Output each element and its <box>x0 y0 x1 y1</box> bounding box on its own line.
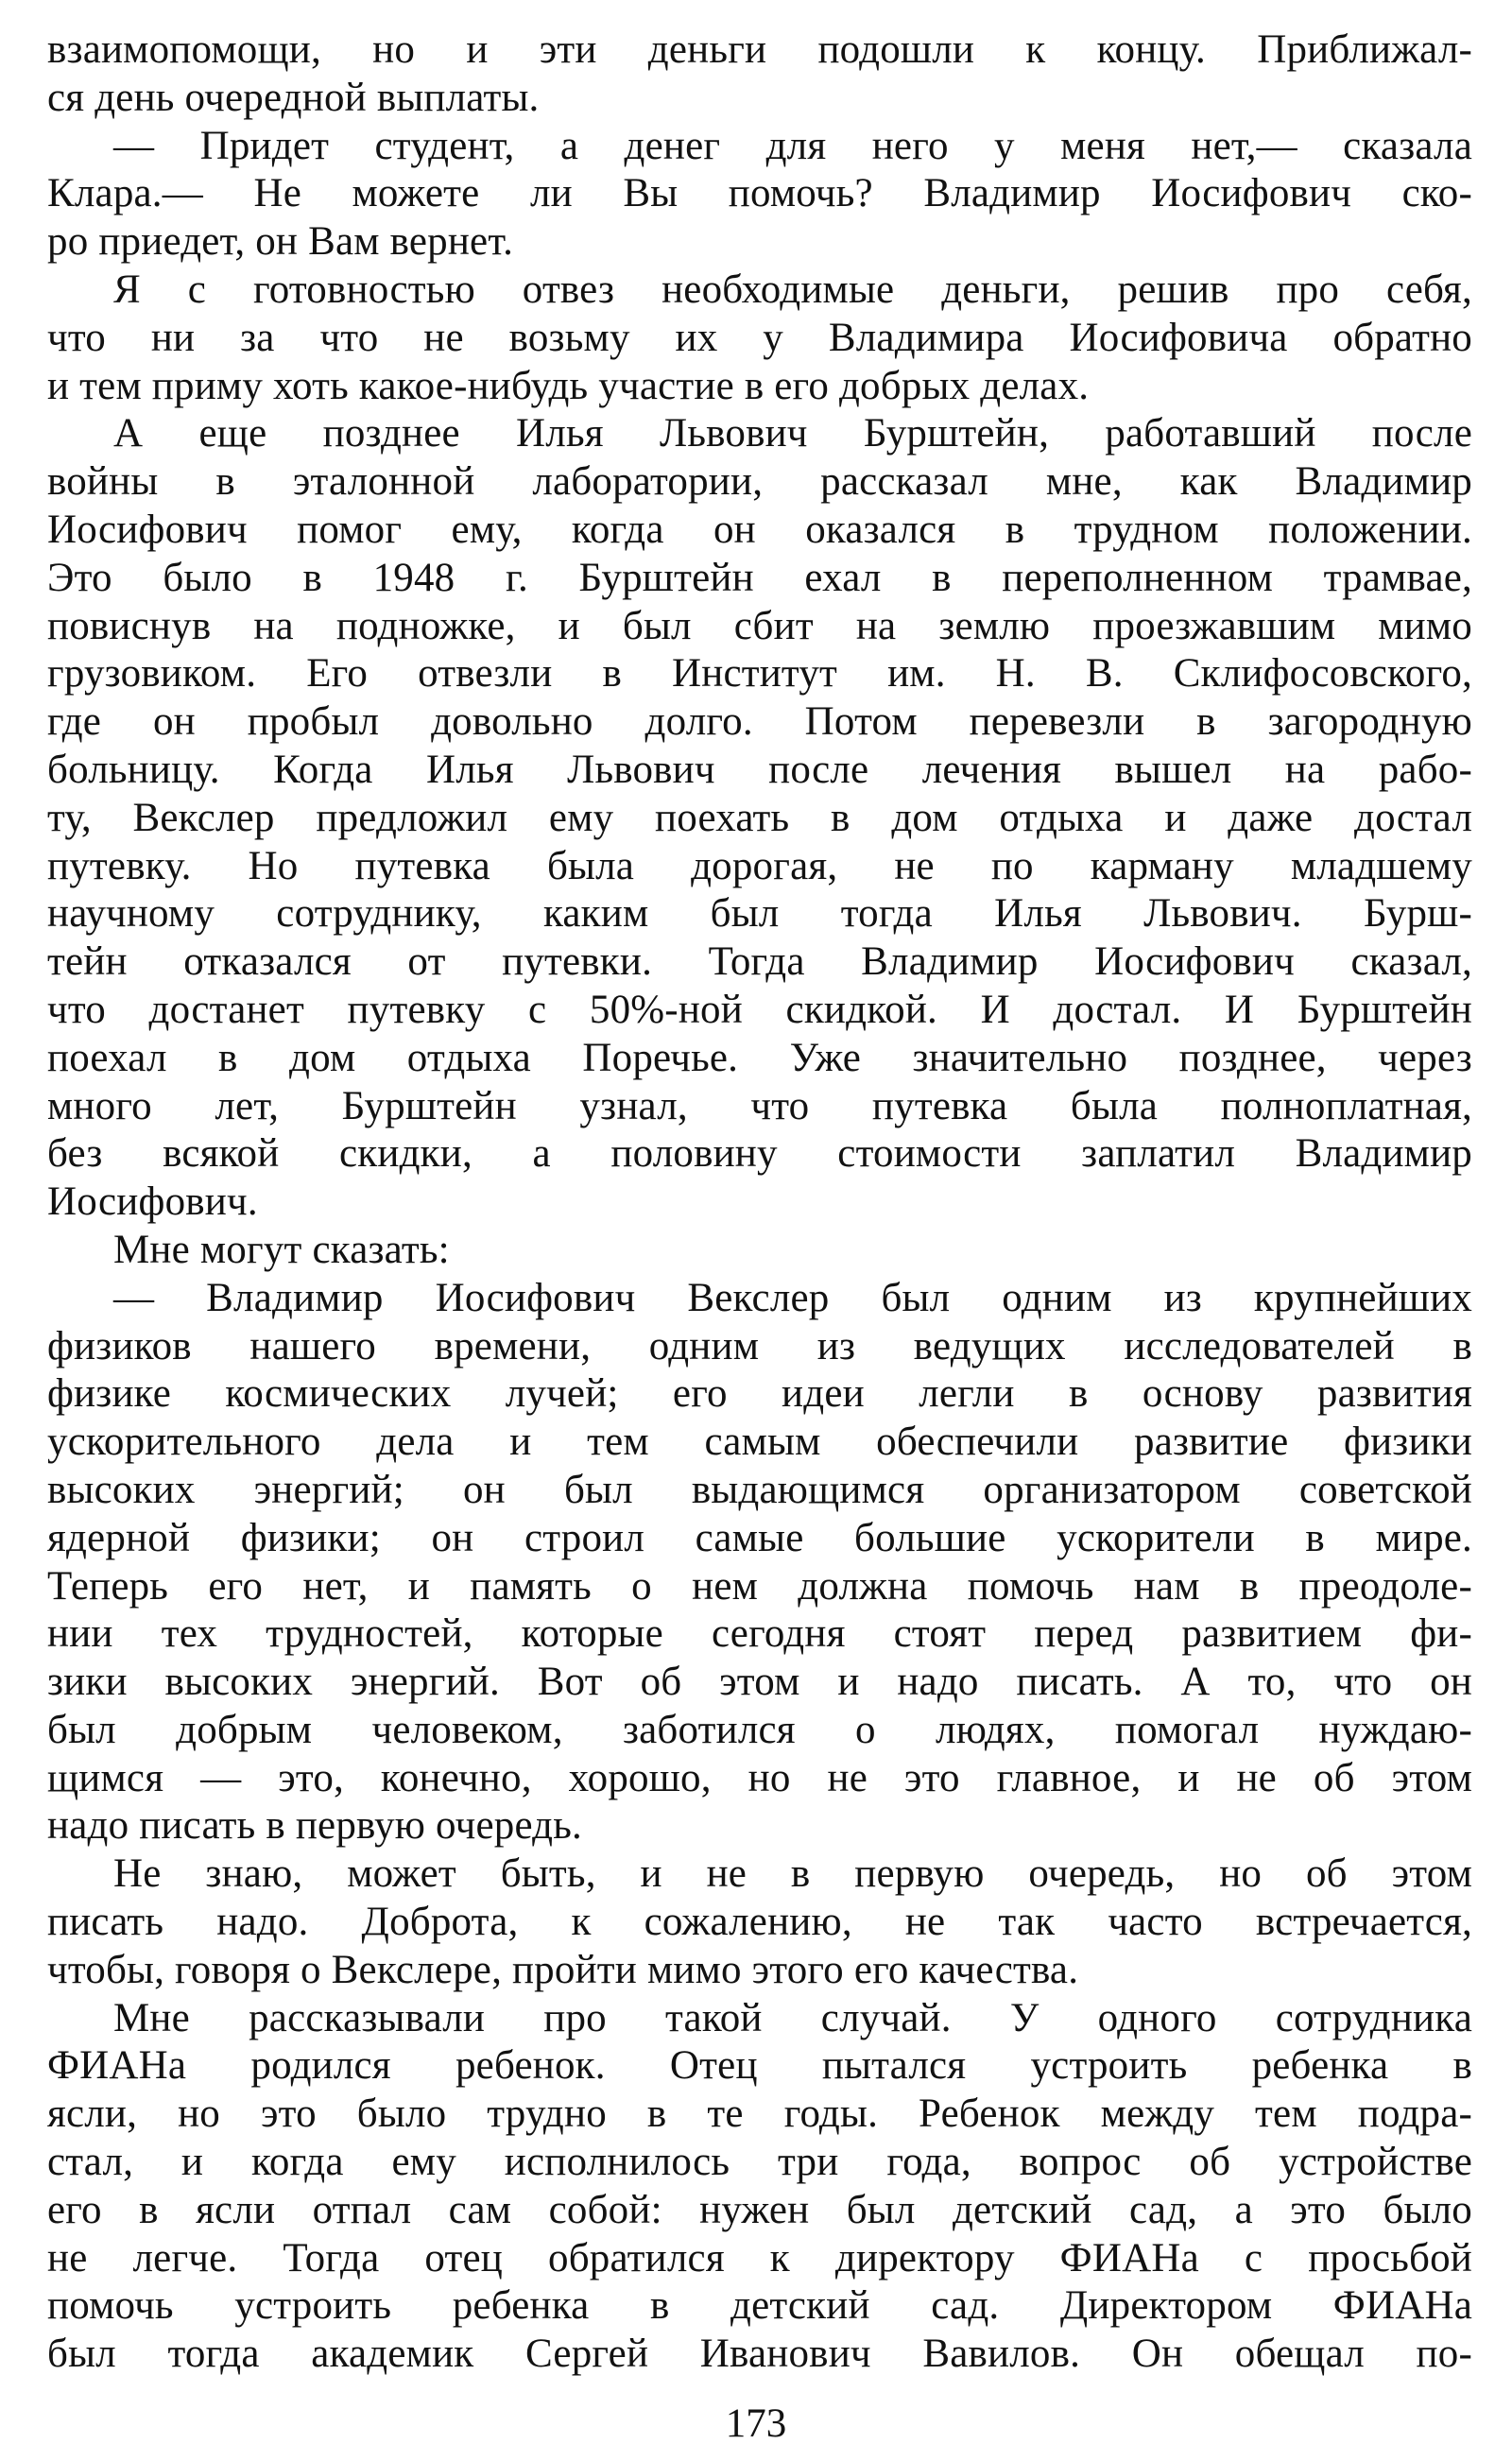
text-line: без всякой скидки, а половину стоимости заплатил Владимир <box>47 1131 1472 1177</box>
page-number: 173 <box>725 2401 787 2446</box>
text-line: ускорительного дела и тем самым обеспечили развитие физики <box>47 1420 1472 1465</box>
text-line: Я с готовностью отвез необходимые деньги, решив про себя, <box>113 267 1472 312</box>
text-line: был добрым человеком, заботился о людях, помогал нуждаю- <box>47 1707 1472 1752</box>
text-line: что достанет путевку с 50%-ной скидкой. И достал. И Бурштейн <box>47 987 1472 1032</box>
text-line: ту, Векслер предложил ему поехать в дом отдыха и даже достал <box>47 795 1472 840</box>
text-line: ро приедет, он Вам вернет. <box>47 219 514 265</box>
text-line: ся день очередной выплаты. <box>47 75 540 120</box>
text-line: — Придет студент, а денег для него у меня нет,— сказала <box>113 123 1472 168</box>
text-line: не легче. Тогда отец обратился к директору ФИАНа с просьбой <box>47 2235 1472 2280</box>
text-line: Теперь его нет, и память о нем должна помочь нам в преодоле- <box>47 1563 1472 1609</box>
text-line: научному сотруднику, каким был тогда Илья Львович. Бурш- <box>47 891 1472 937</box>
text-line: физиков нашего времени, одним из ведущих исследователей в <box>47 1323 1472 1368</box>
text-line: грузовиком. Его отвезли в Институт им. Н. В. Склифосовского, <box>47 651 1472 697</box>
text-line: Иосифович помог ему, когда он оказался в трудном положении. <box>47 507 1472 552</box>
text-line: больницу. Когда Илья Львович после лечения вышел на рабо- <box>47 747 1472 792</box>
text-line: щимся — это, конечно, хорошо, но не это главное, и не об этом <box>47 1755 1472 1800</box>
text-line: его в ясли отпал сам собой: нужен был детский сад, а это было <box>47 2187 1472 2232</box>
text-line: зики высоких энергий. Вот об этом и надо писать. А то, что он <box>47 1660 1472 1705</box>
text-line: Мне могут сказать: <box>113 1227 450 1272</box>
book-page-text <box>47 26 1472 2427</box>
text-line: высоких энергий; он был выдающимся организатором советской <box>47 1467 1472 1512</box>
text-line: ядерной физики; он строил самые большие ускорители в мире. <box>47 1515 1472 1560</box>
text-line: путевку. Но путевка была дорогая, не по карману младшему <box>47 843 1472 888</box>
text-line: тейн отказался от путевки. Тогда Владимир Иосифович сказал, <box>47 939 1472 985</box>
text-line: физике космических лучей; его идеи легли в основу развития <box>47 1371 1472 1417</box>
text-line: войны в эталонной лаборатории, рассказал мне, как Владимир <box>47 459 1472 505</box>
text-line: Это было в 1948 г. Бурштейн ехал в переполненном трамвае, <box>47 555 1472 600</box>
text-line: писать надо. Доброта, к сожалению, не так часто встречается, <box>47 1900 1472 1945</box>
text-line: ФИАНа родился ребенок. Отец пытался устроить ребенка в <box>47 2043 1472 2089</box>
text-line: что ни за что не возьму их у Владимира Иосифовича обратно <box>47 315 1472 360</box>
text-line: надо писать в первую очередь. <box>47 1803 582 1849</box>
text-line: нии тех трудностей, которые сегодня стоят перед развитием фи- <box>47 1611 1472 1657</box>
text-line: Мне рассказывали про такой случай. У одного сотрудника <box>113 1995 1472 2040</box>
text-line: ясли, но это было трудно в те годы. Ребенок между тем подра- <box>47 2091 1472 2137</box>
text-line: Клара.— Не можете ли Вы помочь? Владимир Иосифович ско- <box>47 171 1472 216</box>
text-line: поехал в дом отдыха Поречье. Уже значительно позднее, через <box>47 1035 1472 1080</box>
text-line: Не знаю, может быть, и не в первую очередь, но об этом <box>113 1851 1472 1897</box>
text-line: и тем приму хоть какое-нибудь участие в его добрых делах. <box>47 363 1090 408</box>
text-line: чтобы, говоря о Векслере, пройти мимо этого его качества. <box>47 1947 1079 1992</box>
text-line: Иосифович. <box>47 1179 258 1225</box>
text-line: повиснув на подножке, и был сбит на землю проезжавшим мимо <box>47 603 1472 648</box>
text-line: был тогда академик Сергей Иванович Вавилов. Он обещал по- <box>47 2332 1472 2377</box>
text-line: стал, и когда ему исполнилось три года, вопрос об устройстве <box>47 2140 1472 2185</box>
text-line: помочь устроить ребенка в детский сад. Директором ФИАНа <box>47 2283 1472 2329</box>
text-line: — Владимир Иосифович Векслер был одним из крупнейших <box>113 1275 1472 1320</box>
text-line: много лет, Бурштейн узнал, что путевка была полноплатная, <box>47 1083 1472 1128</box>
text-line: взаимопомощи, но и эти деньги подошли к концу. Приближал- <box>47 27 1472 72</box>
text-line: где он пробыл довольно долго. Потом перевезли в загородную <box>47 699 1472 745</box>
text-line: А еще позднее Илья Львович Бурштейн, работавший после <box>113 411 1472 456</box>
